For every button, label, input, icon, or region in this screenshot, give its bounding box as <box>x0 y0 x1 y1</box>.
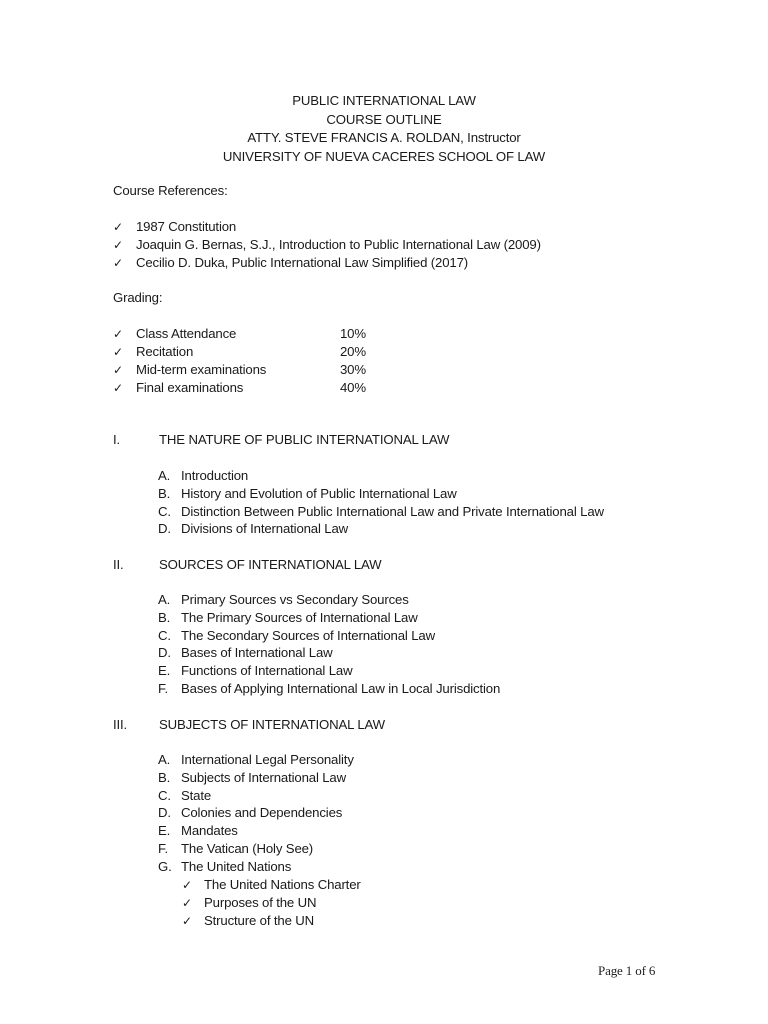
list-item: D. Divisions of International Law <box>158 521 349 537</box>
check-mark-icon: ✓ <box>113 381 123 395</box>
grading-list <box>113 325 366 397</box>
list-item: E. Functions of International Law <box>158 663 353 679</box>
list-item: A. International Legal Personality <box>158 752 354 767</box>
check-mark-icon: ✓ <box>113 220 123 234</box>
section-items <box>158 591 500 698</box>
section-numeral: III. <box>113 717 128 732</box>
grade-weight: 10% <box>340 326 366 341</box>
list-item: ✓ 1987 Constitution <box>113 218 541 236</box>
list-item: ✓ Final examinations 40% <box>113 379 366 397</box>
check-mark-icon: ✓ <box>182 878 192 892</box>
check-mark-icon: ✓ <box>113 238 123 252</box>
un-sub-items <box>182 876 361 929</box>
references-list <box>113 218 541 272</box>
school-name: UNIVERSITY OF NUEVA CACERES SCHOOL OF LAW <box>222 148 546 164</box>
list-item: B. Subjects of International Law <box>158 769 346 785</box>
list-item: C. The Secondary Sources of International Law <box>158 627 435 643</box>
list-item: E. Mandates <box>158 823 238 839</box>
list-item: C. Distinction Between Public International Law and Private International Law <box>158 503 604 519</box>
check-mark-icon: ✓ <box>113 345 123 359</box>
page-number: Page 1 of 6 <box>598 963 656 978</box>
section-title: THE NATURE OF PUBLIC INTERNATIONAL LAW <box>159 432 450 447</box>
list-item: ✓ Class Attendance 10% <box>113 325 366 343</box>
section-heading <box>113 716 385 734</box>
check-mark-icon: ✓ <box>182 913 192 928</box>
list-item: G. The United Nations <box>158 858 292 874</box>
list-item: B. History and Evolution of Public International Law <box>158 485 457 501</box>
list-item: C. State <box>158 787 212 803</box>
document-header <box>0 92 768 166</box>
instructor-line: ATTY. STEVE FRANCIS A. ROLDAN, Instructor <box>247 130 521 145</box>
check-mark-icon: ✓ <box>113 256 123 270</box>
section-items <box>158 751 354 876</box>
references-label: Course References: <box>113 183 228 198</box>
section-title: SUBJECTS OF INTERNATIONAL LAW <box>159 717 385 732</box>
list-item: ✓ Cecilio D. Duka, Public International Law Simplified (2017) <box>113 254 541 272</box>
section-title: SOURCES OF INTERNATIONAL LAW <box>159 557 382 572</box>
list-item: ✓ Purposes of the UN <box>182 894 361 912</box>
check-mark-icon: ✓ <box>113 363 123 377</box>
grade-weight: 40% <box>340 380 366 395</box>
list-item: F. Bases of Applying International Law in Local Jurisdiction <box>158 680 501 696</box>
list-item: A. Introduction <box>158 468 249 483</box>
section-heading <box>113 431 449 449</box>
list-item: ✓ The United Nations Charter <box>182 876 361 894</box>
grade-weight: 20% <box>340 344 366 359</box>
list-item: D. Bases of International Law <box>158 645 333 661</box>
section-heading <box>113 556 381 574</box>
list-item: B. The Primary Sources of International Law <box>158 609 418 625</box>
list-item: F. The Vatican (Holy See) <box>158 840 314 856</box>
document-type: COURSE OUTLINE <box>326 111 442 127</box>
list-item: D. Colonies and Dependencies <box>158 805 343 821</box>
list-item: ✓ Joaquin G. Bernas, S.J., Introduction to Public International Law (2009) <box>113 236 541 254</box>
course-title: PUBLIC INTERNATIONAL LAW <box>292 93 476 108</box>
check-mark-icon: ✓ <box>182 895 192 910</box>
section-numeral: I. <box>113 432 121 447</box>
list-item: ✓ Recitation 20% <box>113 343 366 361</box>
list-item: A. Primary Sources vs Secondary Sources <box>158 592 409 607</box>
list-item: ✓ Structure of the UN <box>182 912 361 930</box>
grading-label: Grading: <box>113 290 163 305</box>
list-item: ✓ Mid-term examinations 30% <box>113 361 366 379</box>
section-items <box>158 467 604 538</box>
check-mark-icon: ✓ <box>113 327 123 341</box>
grade-weight: 30% <box>340 362 366 377</box>
section-numeral: II. <box>113 557 124 572</box>
